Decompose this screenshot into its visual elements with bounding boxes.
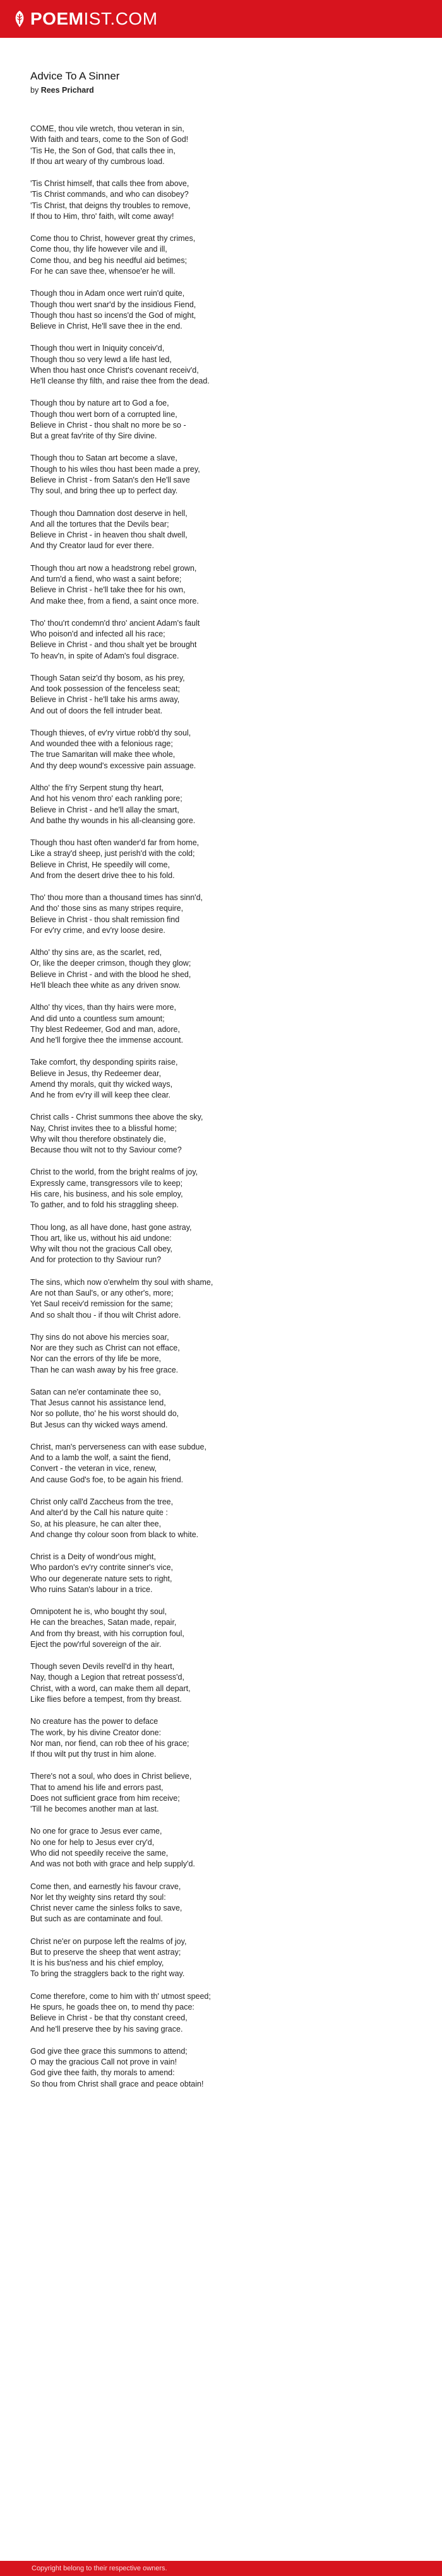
- poem-line: If thou art weary of thy cumbrous load.: [30, 156, 165, 166]
- poem-line: Though thieves, of ev'ry virtue robb'd thy soul,: [30, 728, 191, 737]
- poem-line: Nor man, nor fiend, can rob thee of his grace;: [30, 1738, 189, 1748]
- poem-line: Christ, man's perverseness can with ease subdue,: [30, 1442, 206, 1451]
- poem-line: Thou long, as all have done, hast gone astray,: [30, 1222, 192, 1232]
- poem-line: And for protection to thy Saviour run?: [30, 1255, 162, 1265]
- poem-stanza: [30, 1882, 415, 1925]
- poem-line: For he can save thee, whensoe'er he will.: [30, 267, 176, 276]
- poem-line: And alter'd by the Call his nature quite :: [30, 1508, 168, 1518]
- poem-line: Though thou in Adam once wert ruin'd quite,: [30, 289, 185, 298]
- poem-line: God give thee faith, thy morals to amend:: [30, 2068, 175, 2078]
- poem-line: And bathe thy wounds in his all-cleansing gore.: [30, 816, 196, 825]
- poem-byline: [30, 85, 415, 96]
- poem-stanza: [30, 1716, 415, 1760]
- poem-line: And hot his venom thro' each rankling pore;: [30, 794, 182, 804]
- poem-line: Expressly came, transgressors vile to keep;: [30, 1178, 183, 1188]
- poem-line: But Jesus can thy wicked ways amend.: [30, 1420, 168, 1429]
- poem-line: For ev'ry crime, and ev'ry loose desire.: [30, 925, 165, 935]
- poem-line: Tho' thou more than a thousand times has sinn'd,: [30, 893, 203, 903]
- poem-line: Thy blest Redeemer, God and man, adore,: [30, 1024, 180, 1034]
- poem-line: And did unto a countless sum amount;: [30, 1014, 165, 1023]
- poem-line: And from the desert drive thee to his fold.: [30, 870, 175, 880]
- poem-line: Because thou wilt not to thy Saviour come?: [30, 1145, 182, 1155]
- poem-line: And he'll forgive thee the immense account.: [30, 1036, 184, 1045]
- poem-line: Nor let thy weighty sins retard thy soul:: [30, 1892, 166, 1902]
- poem-stanza: [30, 1222, 415, 1266]
- poem-line: And tho' those sins as many stripes require,: [30, 904, 184, 913]
- poem-line: The sins, which now o'erwhelm thy soul with shame,: [30, 1277, 213, 1287]
- poem-stanza: [30, 1332, 415, 1376]
- poem-line: Are not than Saul's, or any other's, more;: [30, 1288, 174, 1297]
- poem-stanza: [30, 783, 415, 826]
- poem-line: When thou hast once Christ's covenant receiv'd,: [30, 365, 199, 375]
- poem-stanza: [30, 838, 415, 881]
- poem-stanza: [30, 1552, 415, 1595]
- poem-line: Altho' the fi'ry Serpent stung thy heart,: [30, 783, 164, 792]
- poem-line: He can the breaches, Satan made, repair,: [30, 1618, 177, 1627]
- poem-line: That Jesus cannot his assistance lend,: [30, 1398, 166, 1408]
- poem-line: Though thou art now a headstrong rebel grown,: [30, 563, 197, 573]
- poem-line: 'Till he becomes another man at last.: [30, 1805, 159, 1814]
- poem-stanza: [30, 453, 415, 496]
- poem-line: Christ is a Deity of wondr'ous might,: [30, 1552, 156, 1562]
- poem-line: To heav'n, in spite of Adam's foul disgrace.: [30, 651, 179, 660]
- poem-line: And to a lamb the wolf, a saint the fiend,: [30, 1453, 171, 1463]
- poem-stanza: [30, 1387, 415, 1431]
- poem-line: Thy soul, and bring thee up to perfect day.: [30, 486, 178, 496]
- poem-line: Believe in Christ - he'll take his arms away,: [30, 695, 180, 705]
- poem-line: And all the tortures that the Devils bear;: [30, 519, 169, 529]
- poem-line: Christ ne'er on purpose left the realms of joy,: [30, 1936, 187, 1946]
- poem-line: Though thou by nature art to God a foe,: [30, 399, 169, 408]
- poem-stanza: [30, 673, 415, 717]
- poem-line: Or, like the deeper crimson, though they glow;: [30, 959, 191, 968]
- poem-line: Who our degenerate nature sets to right,: [30, 1574, 172, 1583]
- poem-stanza: [30, 1936, 415, 1980]
- poem-line: And from thy breast, with his corruption foul,: [30, 1629, 184, 1638]
- poem-line: O may the gracious Call not prove in vain!: [30, 2058, 177, 2067]
- poem-line: Though thou wert born of a corrupted line,: [30, 409, 177, 419]
- poem-line: And thy Creator laud for ever there.: [30, 541, 154, 551]
- poem-line: He'll bleach thee white as any driven snow.: [30, 981, 181, 990]
- poem-line: Christ, with a word, can make them all depart,: [30, 1683, 191, 1693]
- poem-stanza: [30, 618, 415, 662]
- poem-line: Does not sufficient grace from him receive;: [30, 1793, 180, 1803]
- poem-line: Nay, though a Legion that retreat possess'd,: [30, 1673, 184, 1682]
- poem-stanza: [30, 288, 415, 332]
- poem-line: Come thou, and beg his needful aid betimes;: [30, 255, 188, 265]
- poem-line: Believe in Christ, He'll save thee in the end.: [30, 322, 182, 331]
- poem-body: [30, 124, 415, 2090]
- poem-line: God give thee grace this summons to attend;: [30, 2046, 188, 2056]
- poem-stanza: [30, 508, 415, 552]
- poem-line: Though Satan seiz'd thy bosom, as his prey,: [30, 673, 185, 682]
- poem-line: Who ruins Satan's labour in a trice.: [30, 1584, 153, 1594]
- poem-line: Believe in Christ - in heaven thou shalt dwell,: [30, 530, 188, 540]
- poem-line: To gather, and to fold his straggling sheep.: [30, 1200, 179, 1210]
- poem-stanza: [30, 1442, 415, 1485]
- poem-line: Eject the pow'rful sovereign of the air.: [30, 1640, 162, 1649]
- poem-title: Advice To A Sinner: [30, 70, 120, 82]
- poem-stanza: [30, 179, 415, 222]
- poem-line: 'Tis Christ commands, and who can disobey?: [30, 190, 189, 199]
- poem-stanza: [30, 1826, 415, 1870]
- poem-line: Amend thy morals, quit thy wicked ways,: [30, 1079, 173, 1089]
- poem-stanza: [30, 1277, 415, 1321]
- poem-line: COME, thou vile wretch, thou veteran in sin,: [30, 124, 184, 133]
- poem-stanza: [30, 233, 415, 277]
- poem-line: 'Tis He, the Son of God, that calls thee in,: [30, 146, 176, 155]
- poem-line: Nor are they such as Christ can not efface,: [30, 1344, 180, 1353]
- poem-line: The work, by his divine Creator done:: [30, 1728, 162, 1737]
- logo-light: IST.COM: [83, 9, 158, 28]
- poem-line: Believe in Jesus, thy Redeemer dear,: [30, 1068, 162, 1078]
- site-footer: [0, 2561, 442, 2576]
- poem-line: Nor can the errors of thy life be more,: [30, 1354, 162, 1364]
- poem-line: Believe in Christ - he'll take thee for his own,: [30, 585, 186, 595]
- poem-line: Though thou wert snar'd by the insidious Fiend,: [30, 300, 196, 309]
- poem-line: Take comfort, thy desponding spirits raise,: [30, 1058, 178, 1067]
- poem-line: Omnipotent he is, who bought thy soul,: [30, 1607, 167, 1617]
- poem-line: 'Tis Christ, that deigns thy troubles to remove,: [30, 201, 191, 210]
- poem-stanza: [30, 563, 415, 607]
- poem-line: And out of doors the fell intruder beat.: [30, 706, 163, 715]
- copyright-text: Copyright belong to their respective owners.: [32, 2565, 167, 2572]
- poem-line: Who poison'd and infected all his race;: [30, 629, 165, 638]
- poem-line: Come therefore, come to him with th' utmost speed;: [30, 1991, 211, 2001]
- poem-line: With faith and tears, come to the Son of God!: [30, 135, 189, 144]
- poem-line: Believe in Christ, He speedily will come,: [30, 860, 170, 869]
- poem-line: Though thou hast so incens'd the God of might,: [30, 310, 196, 320]
- poem-stanza: [30, 1771, 415, 1815]
- poem-line: Christ never came the sinless folks to save,: [30, 1904, 182, 1913]
- poem-line: Though to his wiles thou hast been made a prey,: [30, 464, 200, 474]
- poem-line: So thou from Christ shall grace and peace obtain!: [30, 2079, 204, 2088]
- poem-stanza: [30, 1497, 415, 1540]
- quill-icon[interactable]: [13, 10, 27, 28]
- poem-line: And he from ev'ry ill will keep thee clear.: [30, 1091, 170, 1100]
- poem-line: It is his bus'ness and his chief employ,: [30, 1958, 164, 1968]
- poem-line: Why wilt thou therefore obstinately die,: [30, 1135, 166, 1144]
- poem-line: Though thou to Satan art become a slave,: [30, 454, 177, 463]
- poem-line: Believe in Christ - and he'll allay the smart,: [30, 805, 179, 814]
- poem-line: Yet Saul receiv'd remission for the same;: [30, 1299, 173, 1309]
- poem-line: He spurs, he goads thee on, to mend thy pace:: [30, 2002, 194, 2011]
- poem-line: Satan can ne'er contaminate thee so,: [30, 1387, 161, 1396]
- poem-stanza: [30, 947, 415, 991]
- poem-line: That to amend his life and errors past,: [30, 1783, 164, 1792]
- poem-line: Why wilt thou not the gracious Call obey,: [30, 1244, 172, 1254]
- poem-line: Thou art, like us, without his aid undone:: [30, 1233, 172, 1243]
- poem-stanza: [30, 1057, 415, 1101]
- poem-stanza: [30, 343, 415, 387]
- poem-line: Christ only call'd Zaccheus from the tree,: [30, 1497, 174, 1506]
- poem-line: 'Tis Christ himself, that calls thee from above,: [30, 179, 189, 189]
- poem-line: Altho' thy sins are, as the scarlet, red,: [30, 948, 162, 957]
- poem-line: Though seven Devils revell'd in thy heart,: [30, 1662, 175, 1671]
- poem-line: Believe in Christ - be that thy constant creed,: [30, 2013, 188, 2023]
- poem-line: Though thou so very lewd a life hast led,: [30, 354, 172, 364]
- poem-line: Who pardon's ev'ry contrite sinner's vice,: [30, 1563, 174, 1572]
- poem-stanza: [30, 124, 415, 167]
- site-logo[interactable]: [30, 10, 158, 28]
- poem-line: And was not both with grace and help supply'd.: [30, 1859, 195, 1869]
- byline-prefix: by: [30, 86, 39, 95]
- poem-stanza: [30, 1661, 415, 1705]
- poem-line: Than he can wash away by his free grace.: [30, 1365, 179, 1374]
- poem-line: So, at his pleasure, he can alter thee,: [30, 1519, 162, 1528]
- poem-line: No creature has the power to deface: [30, 1717, 158, 1726]
- site-header: [0, 0, 442, 38]
- poem-line: Convert - the veteran in vice, renew,: [30, 1464, 157, 1473]
- poem-line: Come then, and earnestly his favour crave,: [30, 1882, 181, 1891]
- poem-line: Though thou hast often wander'd far from home,: [30, 838, 200, 848]
- poem-line: If thou to Him, thro' faith, wilt come away!: [30, 211, 174, 221]
- poem-line: The true Samaritan will make thee whole,: [30, 750, 176, 759]
- poem-line: Believe in Christ - and thou shalt yet be brought: [30, 640, 197, 650]
- poem-line: Like flies before a tempest, from thy breast.: [30, 1695, 182, 1704]
- poem-line: If thou wilt put thy trust in him alone.: [30, 1750, 157, 1759]
- poem-stanza: [30, 2046, 415, 2090]
- poem-line: Christ to the world, from the bright realms of joy,: [30, 1168, 198, 1177]
- poem-line: And he'll preserve thee by his saving grace.: [30, 2024, 183, 2034]
- poem-line: Christ calls - Christ summons thee above the sky,: [30, 1113, 203, 1122]
- poem-stanza: [30, 1991, 415, 2035]
- poem-stanza: [30, 398, 415, 442]
- poem-author[interactable]: Rees Prichard: [40, 86, 94, 95]
- poem-stanza: [30, 1002, 415, 1046]
- poem-line: And make thee, from a fiend, a saint once more.: [30, 596, 199, 606]
- poem-line: But to preserve the sheep that went astray;: [30, 1947, 181, 1957]
- poem-line: To bring the stragglers back to the right way.: [30, 1969, 185, 1979]
- poem-line: No one for grace to Jesus ever came,: [30, 1827, 162, 1836]
- poem-line: Though thou wert in Iniquity conceiv'd,: [30, 344, 165, 353]
- poem-line: But such as are contaminate and foul.: [30, 1914, 163, 1924]
- poem-stanza: [30, 728, 415, 771]
- poem-line: He'll cleanse thy filth, and raise thee from the dead.: [30, 377, 210, 386]
- poem-line: No one for help to Jesus ever cry'd,: [30, 1837, 155, 1847]
- poem-line: Though thou Damnation dost deserve in hell,: [30, 508, 188, 518]
- poem-line: Believe in Christ - thou shalt remission find: [30, 915, 180, 924]
- poem-line: Believe in Christ - from Satan's den He'll save: [30, 476, 190, 485]
- poem-line: And wounded thee with a felonious rage;: [30, 739, 173, 749]
- poem-line: Like a stray'd sheep, just perish'd with the cold;: [30, 849, 195, 858]
- poem-line: And cause God's foe, to be again his friend.: [30, 1475, 184, 1484]
- logo-bold: POEM: [30, 9, 84, 28]
- poem-line: His care, his business, and his sole employ,: [30, 1190, 183, 1199]
- poem-line: Altho' thy vices, than thy hairs were more,: [30, 1003, 176, 1012]
- poem-line: Come thou to Christ, however great thy crimes,: [30, 234, 196, 243]
- poem-stanza: [30, 893, 415, 936]
- poem-line: And change thy colour soon from black to white.: [30, 1530, 199, 1539]
- poem-line: But a great fav'rite of thy Sire divine.: [30, 431, 157, 441]
- poem-line: There's not a soul, who does in Christ believe,: [30, 1772, 192, 1781]
- poem-line: Believe in Christ - and with the blood he shed,: [30, 969, 191, 979]
- poem-line: Come thou, thy life however vile and ill,: [30, 245, 167, 254]
- poem-line: And so shalt thou - if thou wilt Christ adore.: [30, 1310, 181, 1320]
- poem-stanza: [30, 1167, 415, 1210]
- poem-content: [30, 69, 415, 2101]
- poem-line: Nay, Christ invites thee to a blissful home;: [30, 1123, 177, 1133]
- poem-line: Nor so pollute, tho' he his worst should do,: [30, 1409, 179, 1419]
- poem-stanza: [30, 1112, 415, 1156]
- poem-line: Tho' thou'rt condemn'd thro' ancient Adam's fault: [30, 618, 200, 628]
- poem-line: Believe in Christ - thou shalt no more be so -: [30, 420, 186, 430]
- poem-line: And took possession of the fenceless seat;: [30, 684, 180, 694]
- poem-line: And turn'd a fiend, who wast a saint before;: [30, 574, 182, 583]
- poem-line: Thy sins do not above his mercies soar,: [30, 1332, 169, 1342]
- poem-line: Who did not speedily receive the same,: [30, 1849, 169, 1858]
- poem-stanza: [30, 1607, 415, 1650]
- poem-line: And thy deep wound's excessive pain assuage.: [30, 761, 196, 770]
